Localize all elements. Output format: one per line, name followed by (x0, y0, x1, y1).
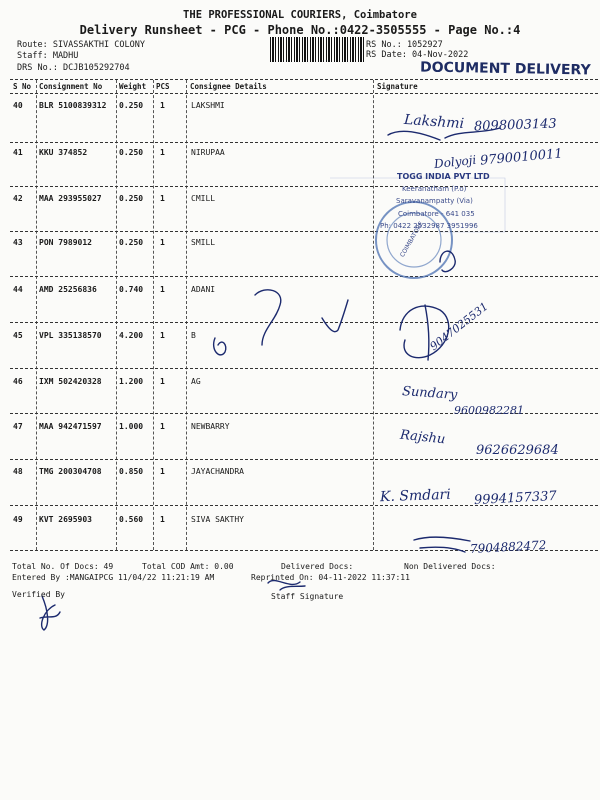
signature-45-phone: 9047025531 (427, 299, 491, 354)
column-header-consignment: Consignment No (39, 82, 103, 91)
row-sno: 46 (13, 377, 23, 386)
row-weight: 0.250 (119, 148, 144, 157)
column-header-consignee: Consignee Details (190, 82, 267, 91)
row-pcs: 1 (160, 377, 165, 386)
row-consignee: ADANI (191, 285, 216, 294)
row-consignment-no: KKU 374852 (39, 148, 88, 157)
row-pcs: 1 (160, 148, 165, 157)
row-weight: 1.200 (119, 377, 144, 386)
seal-line1: Keeranatham (P.o) (402, 185, 467, 193)
row-pcs: 1 (160, 238, 165, 247)
row-weight: 0.250 (119, 238, 144, 247)
drs-label: DRS No.: DCJB105292704 (17, 63, 130, 73)
row-consignee: NEWBARRY (191, 422, 230, 431)
row-pcs: 1 (160, 515, 165, 524)
signature-41-phone: 9790010011 (479, 146, 564, 169)
staff-label: Staff: MADHU (17, 51, 79, 61)
row-sno: 48 (13, 467, 23, 476)
route-label: Route: SIVASSAKTHI COLONY (17, 40, 145, 50)
signature-46-name: Sundary (401, 384, 458, 403)
seal-line4: Ph: 0422 2532987 3951996 (380, 222, 478, 230)
row-weight: 1.000 (119, 422, 144, 431)
row-consignment-no: MAA 942471597 (39, 422, 102, 431)
row-pcs: 1 (160, 467, 165, 476)
column-header-pcs: PCS (156, 82, 170, 91)
seal-round-text: COIMBATORE (398, 220, 426, 259)
column-header-signature: Signature (377, 82, 418, 91)
row-consignment-no: MAA 293955027 (39, 194, 102, 203)
signature-47-name: Rajshu (399, 427, 446, 448)
row-sno: 44 (13, 285, 23, 294)
total-cod: Total COD Amt: 0.00 (142, 562, 234, 571)
row-sno: 45 (13, 331, 23, 340)
row-weight: 0.250 (119, 194, 144, 203)
row-pcs: 1 (160, 101, 165, 110)
row-consignee: NIRUPAA (191, 148, 225, 157)
row-consignee: LAKSHMI (191, 101, 225, 110)
row-weight: 4.200 (119, 331, 144, 340)
seal-line2: Saravanampatty (Via) (396, 197, 473, 205)
row-pcs: 1 (160, 285, 165, 294)
row-consignment-no: AMD 25256836 (39, 285, 97, 294)
rs-number: RS No.: 1052927 (366, 40, 443, 50)
row-pcs: 1 (160, 331, 165, 340)
row-pcs: 1 (160, 422, 165, 431)
staff-signature: Staff Signature (271, 592, 344, 601)
row-weight: 0.250 (119, 101, 144, 110)
row-sno: 43 (13, 238, 23, 247)
row-consignment-no: IXM 502420328 (39, 377, 102, 386)
runsheet-title: Delivery Runsheet - PCG - Phone No.:0422-3505555 - Page No.:4 (79, 23, 521, 37)
reprinted-on: Reprinted On: 04-11-2022 11:37:11 (251, 573, 410, 582)
row-sno: 42 (13, 194, 23, 203)
row-sno: 41 (13, 148, 23, 157)
column-header-sno: S No (13, 82, 32, 91)
delivered-docs: Delivered Docs: (281, 562, 354, 571)
row-consignment-no: PON 7989012 (39, 238, 92, 247)
verified-by: Verified By (12, 590, 65, 599)
column-header-weight: Weight (119, 82, 147, 91)
signature-41-name: Dolyoji (433, 152, 477, 172)
signature-48-name: K. Smdari (379, 486, 451, 506)
seal-company: TOGG INDIA PVT LTD (397, 172, 490, 181)
total-docs: Total No. Of Docs: 49 (12, 562, 114, 571)
company-title: THE PROFESSIONAL COURIERS, Coimbatore (183, 9, 417, 21)
signature-46-phone: 9600982281 (454, 404, 524, 417)
row-consignment-no: TMG 200304708 (39, 467, 102, 476)
row-consignee: SIVA SAKTHY (191, 515, 244, 524)
signature-48-phone: 9994157337 (473, 488, 558, 509)
row-consignee: CMILL (191, 194, 216, 203)
row-consignment-no: VPL 335138570 (39, 331, 102, 340)
row-consignee: B (191, 331, 196, 340)
non-delivered-docs: Non Delivered Docs: (404, 562, 496, 571)
row-sno: 47 (13, 422, 23, 431)
row-weight: 0.560 (119, 515, 144, 524)
row-weight: 0.850 (119, 467, 144, 476)
row-consignee: JAYACHANDRA (191, 467, 244, 476)
row-consignee: SMILL (191, 238, 216, 247)
row-consignee: AG (191, 377, 201, 386)
signature-47-phone: 9626629684 (476, 443, 559, 458)
signature-40-name: Lakshmi (403, 111, 465, 133)
seal-line3: Coimbatore - 641 035 (398, 210, 475, 218)
row-pcs: 1 (160, 194, 165, 203)
row-sno: 49 (13, 515, 23, 524)
document-delivery-stamp: DOCUMENT DELIVERY (419, 59, 591, 79)
signature-40-phone: 8098003143 (473, 116, 557, 135)
rs-date: RS Date: 04-Nov-2022 (366, 50, 469, 60)
row-sno: 40 (13, 101, 23, 110)
row-consignment-no: KVT 2695903 (39, 515, 92, 524)
row-consignment-no: BLR 5100839312 (39, 101, 107, 110)
row-weight: 0.740 (119, 285, 144, 294)
signature-49-phone: 7904882472 (469, 538, 547, 556)
entered-by: Entered By :MANGAIPCG 11/04/22 11:21:19 AM (12, 573, 215, 582)
